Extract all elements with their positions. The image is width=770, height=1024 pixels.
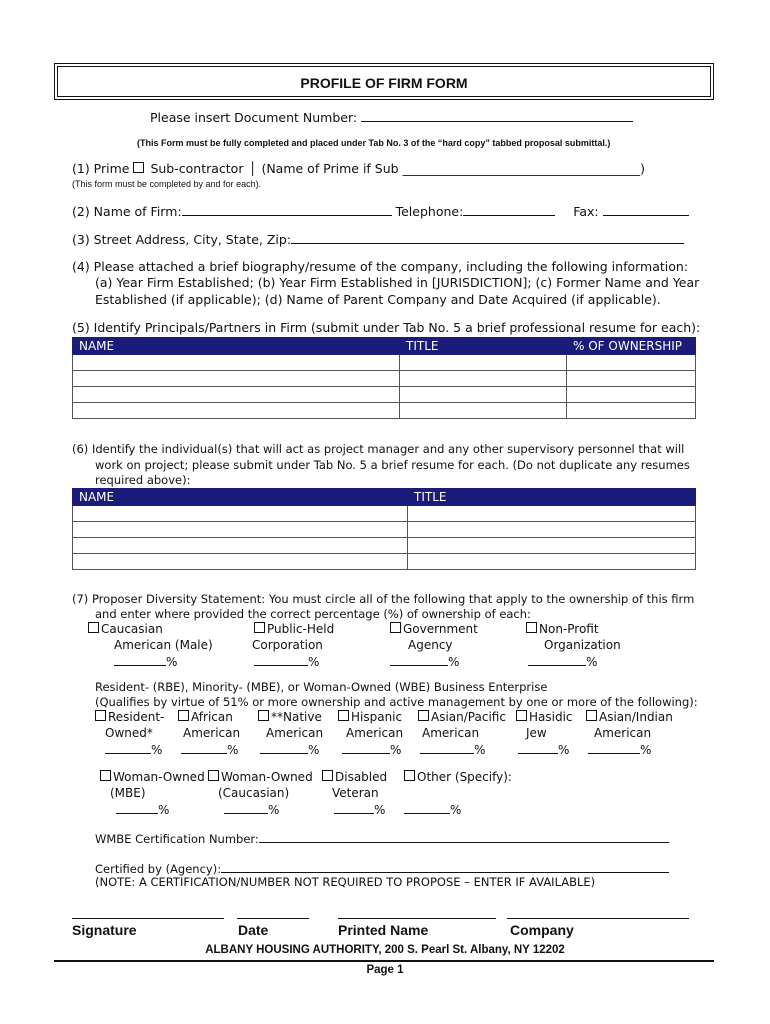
table-cell[interactable]	[567, 387, 696, 403]
principals-table	[72, 337, 696, 419]
principals-header-title: TITLE	[400, 338, 567, 355]
pct-field[interactable]	[114, 653, 166, 666]
personnel-table	[72, 488, 696, 570]
option-label: Other (Specify):	[417, 770, 512, 784]
table-cell[interactable]	[400, 403, 567, 419]
company-line[interactable]	[507, 918, 689, 919]
checkbox-icon[interactable]	[338, 710, 349, 721]
certified-field[interactable]	[221, 860, 669, 873]
item6-line1: (6) Identify the individual(s) that will act as project manager and any other supervisory personnel that will	[72, 442, 685, 456]
option-label-2: Corporation	[252, 637, 323, 652]
option-asian-indian-american[interactable]	[586, 710, 682, 759]
pct-field[interactable]	[105, 741, 151, 754]
doc-number-row	[150, 108, 633, 125]
checkbox-icon[interactable]	[586, 710, 597, 721]
checkbox-icon[interactable]	[322, 770, 333, 781]
pct-sign: %	[450, 803, 462, 817]
pct-field[interactable]	[254, 653, 308, 666]
table-cell[interactable]	[567, 371, 696, 387]
option-label: Caucasian	[101, 622, 163, 636]
option-non-profit[interactable]	[526, 622, 646, 671]
fax-field[interactable]	[603, 202, 689, 216]
item3-row	[72, 230, 684, 247]
option-public-held[interactable]	[250, 622, 370, 671]
personnel-header-title: TITLE	[408, 489, 696, 506]
option-label: Hispanic	[351, 710, 403, 724]
pct-sign: %	[474, 743, 486, 757]
checkbox-icon[interactable]	[258, 710, 269, 721]
option-hispanic-american[interactable]	[338, 710, 416, 759]
date-label: Date	[238, 922, 269, 938]
subcontractor-label: Sub-contractor	[150, 161, 244, 176]
wmbe-label: WMBE Certification Number:	[95, 832, 259, 846]
pct-sign: %	[586, 655, 598, 669]
checkbox-icon[interactable]	[516, 710, 527, 721]
signature-line[interactable]	[72, 918, 224, 919]
option-label: **Native	[271, 710, 322, 724]
table-row	[73, 506, 696, 522]
checkbox-icon[interactable]	[178, 710, 189, 721]
option-other-specify[interactable]	[404, 770, 534, 819]
page-number: Page 1	[366, 964, 404, 976]
table-cell[interactable]	[567, 403, 696, 419]
sub-checkbox-mark[interactable]: │	[248, 161, 257, 176]
option-label: Asian/Pacific	[431, 710, 506, 724]
table-cell[interactable]	[73, 403, 400, 419]
item2-row	[72, 202, 689, 219]
doc-number-field[interactable]	[361, 108, 633, 122]
form-title: PROFILE OF FIRM FORM	[300, 75, 468, 91]
option-label: African	[191, 710, 233, 724]
pct-sign: %	[268, 803, 280, 817]
option-label: Asian/Indian	[599, 710, 673, 724]
pct-sign: %	[151, 743, 163, 757]
option-hasidic-jew[interactable]	[516, 710, 582, 759]
telephone-label: Telephone:	[395, 204, 464, 219]
personnel-header-name: NAME	[73, 489, 408, 506]
pct-sign: %	[166, 655, 178, 669]
table-cell[interactable]	[567, 355, 696, 371]
table-cell[interactable]	[73, 522, 408, 538]
printed-name-line[interactable]	[338, 918, 496, 919]
personnel-header-row	[73, 489, 696, 506]
option-disabled-veteran[interactable]	[322, 770, 402, 819]
pct-field[interactable]	[404, 801, 450, 814]
table-cell[interactable]	[400, 371, 567, 387]
prime-name-label: (Name of Prime if Sub ______________________________________)	[261, 161, 645, 176]
date-line[interactable]	[237, 918, 309, 919]
option-label-2: Agency	[408, 637, 453, 652]
address-field[interactable]	[291, 230, 684, 244]
option-asian-pacific-american[interactable]	[418, 710, 514, 759]
item6-line3: required above):	[95, 473, 191, 487]
item4-line1: (4) Please attached a brief biography/resume of the company, including the following information:	[72, 259, 689, 274]
checkbox-icon[interactable]	[208, 770, 219, 781]
firm-name-label: (2) Name of Firm:	[72, 204, 182, 219]
checkbox-icon[interactable]	[418, 710, 429, 721]
firm-name-field[interactable]	[182, 202, 392, 216]
item5-text: (5) Identify Principals/Partners in Firm (submit under Tab No. 5 a brief professional resume for each):	[72, 320, 701, 335]
pct-field[interactable]	[181, 741, 227, 754]
table-row	[73, 554, 696, 570]
table-cell[interactable]	[73, 355, 400, 371]
option-label: Resident-	[108, 710, 165, 724]
option-label: Hasidic	[529, 710, 573, 724]
option-label-2: American	[346, 725, 404, 740]
pct-sign: %	[390, 743, 402, 757]
fax-label: Fax:	[573, 204, 599, 219]
option-woman-owned-mbe[interactable]	[100, 770, 206, 819]
table-cell[interactable]	[73, 387, 400, 403]
option-label-2: Organization	[544, 637, 621, 652]
mbe-subtitle: (Qualifies by virtue of 51% or more ownership and active management by one or more of the following):	[95, 695, 698, 709]
pct-field[interactable]	[420, 741, 474, 754]
option-label-2: American	[183, 725, 241, 740]
option-african-american[interactable]	[178, 710, 254, 759]
option-label-2: American	[594, 725, 652, 740]
option-label-2: Jew	[526, 725, 547, 740]
table-cell[interactable]	[408, 506, 696, 522]
pct-sign: %	[374, 803, 386, 817]
certified-row	[95, 860, 669, 876]
table-cell[interactable]	[73, 538, 408, 554]
table-row	[73, 403, 696, 419]
footer-address: ALBANY HOUSING AUTHORITY, 200 S. Pearl St. Albany, NY 12202	[205, 944, 565, 956]
item6-line2: work on project; please submit under Tab No. 5 a brief resume for each. (Do not duplicate any resumes	[95, 458, 690, 472]
principals-header-ownership: % OF OWNERSHIP	[567, 338, 696, 355]
prime-checkbox[interactable]	[133, 162, 144, 173]
option-label: Disabled	[335, 770, 388, 784]
table-cell[interactable]	[408, 538, 696, 554]
option-caucasian[interactable]	[88, 622, 236, 671]
option-label: Public-Held	[267, 622, 335, 636]
signature-label: Signature	[72, 922, 137, 938]
checkbox-icon[interactable]	[254, 622, 265, 633]
item1-row	[72, 161, 645, 176]
option-label-2: American	[422, 725, 480, 740]
option-resident-owned[interactable]	[95, 710, 175, 759]
pct-field[interactable]	[390, 653, 448, 666]
pct-field[interactable]	[518, 741, 558, 754]
item1-note: (This form must be completed by and for each).	[72, 179, 262, 189]
telephone-field[interactable]	[463, 202, 555, 216]
table-cell[interactable]	[400, 355, 567, 371]
instruction-text: (This Form must be fully completed and placed under Tab No. 3 of the “hard copy” tabbed proposal submittal.)	[137, 138, 611, 148]
pct-field[interactable]	[528, 653, 586, 666]
prime-label: (1) Prime	[72, 161, 130, 176]
pct-field[interactable]	[260, 741, 308, 754]
table-cell[interactable]	[408, 522, 696, 538]
checkbox-icon[interactable]	[95, 710, 106, 721]
checkbox-icon[interactable]	[526, 622, 537, 633]
checkbox-icon[interactable]	[88, 622, 99, 633]
footer-rule	[54, 960, 714, 962]
mbe-title: Resident- (RBE), Minority- (MBE), or Woman-Owned (WBE) Business Enterprise	[95, 680, 548, 694]
pct-sign: %	[227, 743, 239, 757]
table-cell[interactable]	[408, 554, 696, 570]
option-woman-owned-caucasian[interactable]	[208, 770, 320, 819]
pct-sign: %	[448, 655, 460, 669]
item7-line1: (7) Proposer Diversity Statement: You must circle all of the following that apply to the ownership of this firm	[72, 592, 695, 606]
table-cell[interactable]	[400, 387, 567, 403]
pct-field[interactable]	[224, 801, 268, 814]
certified-label: Certified by (Agency):	[95, 862, 222, 876]
option-label: Government	[403, 622, 478, 636]
option-government[interactable]	[390, 622, 510, 671]
checkbox-icon[interactable]	[404, 770, 415, 781]
option-label: Woman-Owned	[221, 770, 313, 784]
table-row	[73, 538, 696, 554]
pct-field[interactable]	[116, 801, 158, 814]
pct-field[interactable]	[334, 801, 374, 814]
checkbox-icon[interactable]	[390, 622, 401, 633]
wmbe-field[interactable]	[259, 830, 669, 843]
option-label-2: Owned*	[105, 725, 153, 740]
option-label-2: Veteran	[332, 785, 379, 800]
option-label: Non-Profit	[539, 622, 599, 636]
principals-header-name: NAME	[73, 338, 400, 355]
pct-sign: %	[640, 743, 652, 757]
item4-line3: Established (if applicable); (d) Name of Parent Company and Date Acquired (if applicable).	[95, 292, 661, 307]
table-row	[73, 355, 696, 371]
table-row	[73, 387, 696, 403]
option-label-2: American	[266, 725, 324, 740]
table-row	[73, 371, 696, 387]
option-label-2: (Caucasian)	[218, 785, 290, 800]
table-row	[73, 522, 696, 538]
table-cell[interactable]	[73, 506, 408, 522]
pct-sign: %	[308, 743, 320, 757]
address-label: (3) Street Address, City, State, Zip:	[72, 232, 292, 247]
option-native-american[interactable]	[258, 710, 334, 759]
pct-sign: %	[558, 743, 570, 757]
table-cell[interactable]	[73, 554, 408, 570]
item7-line2: and enter where provided the correct percentage (%) of ownership of each:	[95, 607, 531, 621]
pct-sign: %	[158, 803, 170, 817]
option-label-2: American (Male)	[114, 637, 213, 652]
company-label: Company	[510, 922, 574, 938]
table-cell[interactable]	[73, 371, 400, 387]
certification-note: (NOTE: A CERTIFICATION/NUMBER NOT REQUIRED TO PROPOSE – ENTER IF AVAILABLE)	[95, 875, 596, 889]
checkbox-icon[interactable]	[100, 770, 111, 781]
printed-name-label: Printed Name	[338, 922, 429, 938]
pct-field[interactable]	[342, 741, 390, 754]
option-label: Woman-Owned	[113, 770, 205, 784]
pct-sign: %	[308, 655, 320, 669]
title-box	[54, 63, 714, 100]
principals-header-row	[73, 338, 696, 355]
doc-number-label: Please insert Document Number:	[150, 110, 358, 125]
option-label-2: (MBE)	[110, 785, 146, 800]
pct-field[interactable]	[588, 741, 640, 754]
item4-line2: (a) Year Firm Established; (b) Year Firm Established in [JURISDICTION]; (c) Former Name and Year	[95, 275, 700, 290]
wmbe-row	[95, 830, 669, 846]
